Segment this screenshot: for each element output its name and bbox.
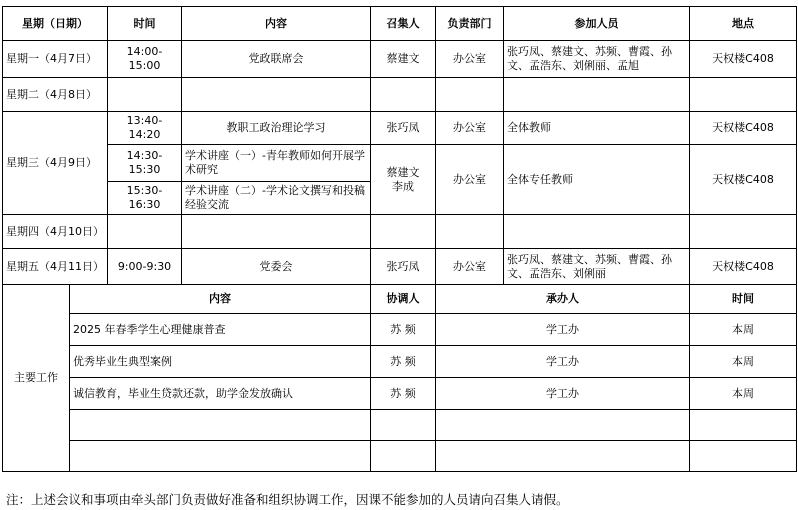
schedule-row-wed-1 [3, 112, 797, 145]
main-work-row [3, 314, 797, 346]
participants-cell [504, 215, 690, 249]
location-cell [690, 78, 797, 112]
participants-cell [504, 78, 690, 112]
participants-cell: 张巧凤、蔡建文、苏频、曹霞、孙文、孟浩东、刘俐丽 [504, 249, 690, 285]
convener-cell [371, 215, 436, 249]
location-cell: 天权楼C408 [690, 249, 797, 285]
location-cell [690, 215, 797, 249]
dept-cell: 办公室 [436, 249, 504, 285]
day-cell: 星期一（4月7日） [3, 41, 108, 78]
dept-cell: 办公室 [436, 41, 504, 78]
convener-cell: 张巧凤 [371, 112, 436, 145]
work-handler-cell: 学工办 [436, 346, 690, 378]
location-cell: 天权楼C408 [690, 112, 797, 145]
work-time-cell: 本周 [690, 346, 797, 378]
main-work-label: 主要工作 [3, 285, 70, 472]
dept-cell: 办公室 [436, 112, 504, 145]
work-time-cell: 本周 [690, 314, 797, 346]
work-time-cell [690, 410, 797, 441]
dept-cell [436, 215, 504, 249]
schedule-row-wed-2 [3, 145, 797, 182]
footer-note: 注：上述会议和事项由牵头部门负责做好准备和组织协调工作，因课不能参加的人员请向召集人请假。 [6, 492, 569, 507]
participants-cell: 全体专任教师 [504, 145, 690, 215]
work-coordinator-cell: 苏 频 [371, 314, 436, 346]
content-cell: 党委会 [182, 249, 371, 285]
dept-cell [436, 78, 504, 112]
content-cell: 教职工政治理论学习 [182, 112, 371, 145]
convener-cell: 张巧凤 [371, 249, 436, 285]
convener-cell [371, 78, 436, 112]
work-time-cell: 本周 [690, 378, 797, 410]
work-content-cell [70, 441, 371, 472]
participants-cell: 张巧凤、蔡建文、苏频、曹霞、孙文、孟浩东、刘俐丽、孟旭 [504, 41, 690, 78]
main-work-header-content: 内容 [70, 285, 371, 314]
main-work-row-empty [3, 441, 797, 472]
work-content-cell [70, 410, 371, 441]
header-time: 时间 [108, 7, 182, 41]
content-cell: 学术讲座（二）-学术论文撰写和投稿经验交流 [182, 182, 371, 215]
time-cell: 13:40-14:20 [108, 112, 182, 145]
main-work-header-coordinator: 协调人 [371, 285, 436, 314]
schedule-row-tue [3, 78, 797, 112]
work-coordinator-cell [371, 410, 436, 441]
day-cell: 星期二（4月8日） [3, 78, 108, 112]
content-cell: 党政联席会 [182, 41, 371, 78]
convener-cell: 蔡建文 李成 [371, 145, 436, 215]
day-cell: 星期五（4月11日） [3, 249, 108, 285]
work-time-cell [690, 441, 797, 472]
work-content-cell: 优秀毕业生典型案例 [70, 346, 371, 378]
time-cell: 15:30-16:30 [108, 182, 182, 215]
content-cell [182, 215, 371, 249]
content-cell [182, 78, 371, 112]
main-work-header-row [3, 285, 797, 314]
header-content: 内容 [182, 7, 371, 41]
header-location: 地点 [690, 7, 797, 41]
header-row [3, 7, 797, 41]
time-cell: 14:00-15:00 [108, 41, 182, 78]
time-cell: 14:30-15:30 [108, 145, 182, 182]
work-handler-cell [436, 441, 690, 472]
time-cell [108, 215, 182, 249]
schedule-row-thu [3, 215, 797, 249]
day-cell: 星期三（4月9日） [3, 112, 108, 215]
main-work-row [3, 346, 797, 378]
location-cell: 天权楼C408 [690, 41, 797, 78]
main-work-header-handler: 承办人 [436, 285, 690, 314]
work-content-cell: 诚信教育，毕业生贷款还款，助学金发放确认 [70, 378, 371, 410]
dept-cell: 办公室 [436, 145, 504, 215]
time-cell: 9:00-9:30 [108, 249, 182, 285]
work-handler-cell: 学工办 [436, 314, 690, 346]
schedule-row-fri [3, 249, 797, 285]
time-cell [108, 78, 182, 112]
header-dept: 负责部门 [436, 7, 504, 41]
participants-cell: 全体教师 [504, 112, 690, 145]
work-content-cell: 2025 年春季学生心理健康普查 [70, 314, 371, 346]
header-day: 星期（日期） [3, 7, 108, 41]
work-handler-cell [436, 410, 690, 441]
location-cell: 天权楼C408 [690, 145, 797, 215]
work-coordinator-cell [371, 441, 436, 472]
main-work-row [3, 378, 797, 410]
work-coordinator-cell: 苏 频 [371, 378, 436, 410]
main-work-header-time: 时间 [690, 285, 797, 314]
header-participants: 参加人员 [504, 7, 690, 41]
day-cell: 星期四（4月10日） [3, 215, 108, 249]
convener-cell: 蔡建文 [371, 41, 436, 78]
work-coordinator-cell: 苏 频 [371, 346, 436, 378]
schedule-table [2, 6, 797, 472]
main-work-row-empty [3, 410, 797, 441]
work-handler-cell: 学工办 [436, 378, 690, 410]
content-cell: 学术讲座（一）-青年教师如何开展学术研究 [182, 145, 371, 182]
header-convener: 召集人 [371, 7, 436, 41]
schedule-row-mon [3, 41, 797, 78]
